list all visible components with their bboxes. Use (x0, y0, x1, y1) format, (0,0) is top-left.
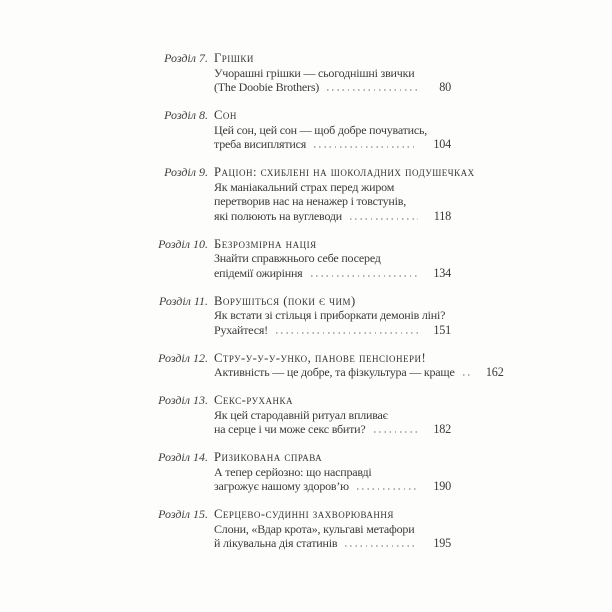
chapter-title: Раціон: схиблені на шоколадних подушечках (214, 165, 475, 179)
subtitle-line: А тепер серйозно: що насправді (214, 464, 372, 479)
chapter-title: Ворушіться (поки є чим) (214, 293, 356, 308)
toc-entry (157, 450, 451, 494)
subtitle-line (214, 137, 451, 152)
subtitle-line: Як встати зі стільця і приборкати демонів ліні? (214, 308, 446, 322)
dotted-leader (345, 545, 418, 547)
dotted-leader (327, 89, 418, 91)
chapter-label: Розділ 11. (158, 293, 208, 308)
chapter-label: Розділ 13. (158, 393, 208, 407)
toc-entry (157, 393, 451, 437)
toc-entry (157, 294, 451, 338)
dotted-leader (357, 488, 418, 490)
chapter-label: Розділ 15. (158, 507, 208, 521)
page-number: 118 (433, 208, 451, 223)
subtitle-line: Як маніакальний страх перед жиром (214, 179, 395, 194)
entry-body (208, 108, 451, 152)
chapter-title: Стру-у-у-у-унко, панове пенсіонери! (214, 350, 427, 365)
chapter-title: Сон (214, 108, 237, 122)
entry-body (208, 294, 451, 338)
chapter-title: Ризикована справа (214, 450, 323, 464)
chapter-title: Серцево-судинні захворювання (214, 507, 394, 521)
toc-entry (157, 237, 451, 281)
subtitle-line: перетворив нас на ненажер і товстунів, (214, 194, 407, 208)
page-number: 80 (439, 80, 451, 94)
subtitle-text: треба висиплятися (214, 137, 307, 151)
chapter-label: Розділ 14. (158, 450, 208, 464)
subtitle-line (214, 323, 451, 338)
chapter-title: Безрозмірна нація (214, 236, 317, 251)
entry-body (208, 165, 475, 223)
entry-body (208, 507, 451, 551)
subtitle-text: загрожує нашому здоров’ю (214, 479, 349, 493)
subtitle-line: Цей сон, цей сон — щоб добре почуватись, (214, 122, 428, 137)
subtitle-line (214, 80, 451, 95)
dotted-leader (374, 431, 418, 433)
subtitle-line: Знайти справжнього себе посеред (214, 251, 381, 265)
entry-body (208, 393, 451, 437)
chapter-title: Грішки (214, 51, 254, 65)
chapter-label: Розділ 10. (158, 236, 208, 251)
dotted-leader (311, 275, 419, 277)
dotted-leader (314, 146, 418, 148)
subtitle-line (214, 266, 451, 281)
subtitle-line (214, 365, 504, 380)
chapter-title: Секс-руханка (214, 393, 294, 407)
toc-entry (157, 51, 451, 95)
toc-list (157, 51, 504, 564)
subtitle-text: Рухайтеся! (214, 322, 268, 337)
subtitle-text: на серце і чи може секс вбити? (214, 422, 366, 436)
page-number: 182 (433, 422, 451, 436)
dotted-leader (463, 374, 471, 376)
entry-body (208, 51, 451, 95)
subtitle-line: Як цей стародавній ритуал впливає (214, 407, 388, 422)
subtitle-line (214, 479, 451, 494)
toc-entry (157, 507, 451, 551)
subtitle-line (214, 422, 451, 437)
toc-entry (157, 165, 475, 223)
subtitle-text: й лікувальна дія статинів (214, 536, 338, 550)
entry-body (208, 237, 451, 281)
page-number: 104 (433, 137, 451, 151)
toc-entry (157, 108, 451, 152)
subtitle-line (214, 209, 451, 224)
chapter-label: Розділ 7. (164, 51, 208, 65)
chapter-label: Розділ 12. (158, 350, 208, 365)
dotted-leader (276, 332, 418, 334)
page-number: 134 (433, 265, 451, 280)
chapter-label: Розділ 9. (164, 165, 208, 179)
page-number: 195 (433, 536, 451, 550)
page-number: 190 (433, 479, 451, 493)
subtitle-line (214, 536, 451, 551)
entry-body (208, 350, 504, 380)
subtitle-line: Учорашні грішки — сьогоднішні звички (214, 65, 415, 80)
subtitle-text: епідемії ожиріння (214, 265, 303, 280)
page-number: 162 (485, 365, 504, 379)
toc-entry (157, 350, 504, 380)
entry-body (208, 450, 451, 494)
subtitle-line: Слони, «Вдар крота», кульгаві метафори (214, 521, 415, 536)
subtitle-text: (The Doobie Brothers) (214, 80, 320, 94)
chapter-label: Розділ 8. (164, 108, 208, 122)
dotted-leader (350, 218, 418, 220)
subtitle-text: які полюють на вуглеводи (214, 208, 343, 223)
page-number: 151 (433, 322, 451, 337)
subtitle-text: Активність — це добре, та фізкультура — краще (214, 365, 455, 379)
